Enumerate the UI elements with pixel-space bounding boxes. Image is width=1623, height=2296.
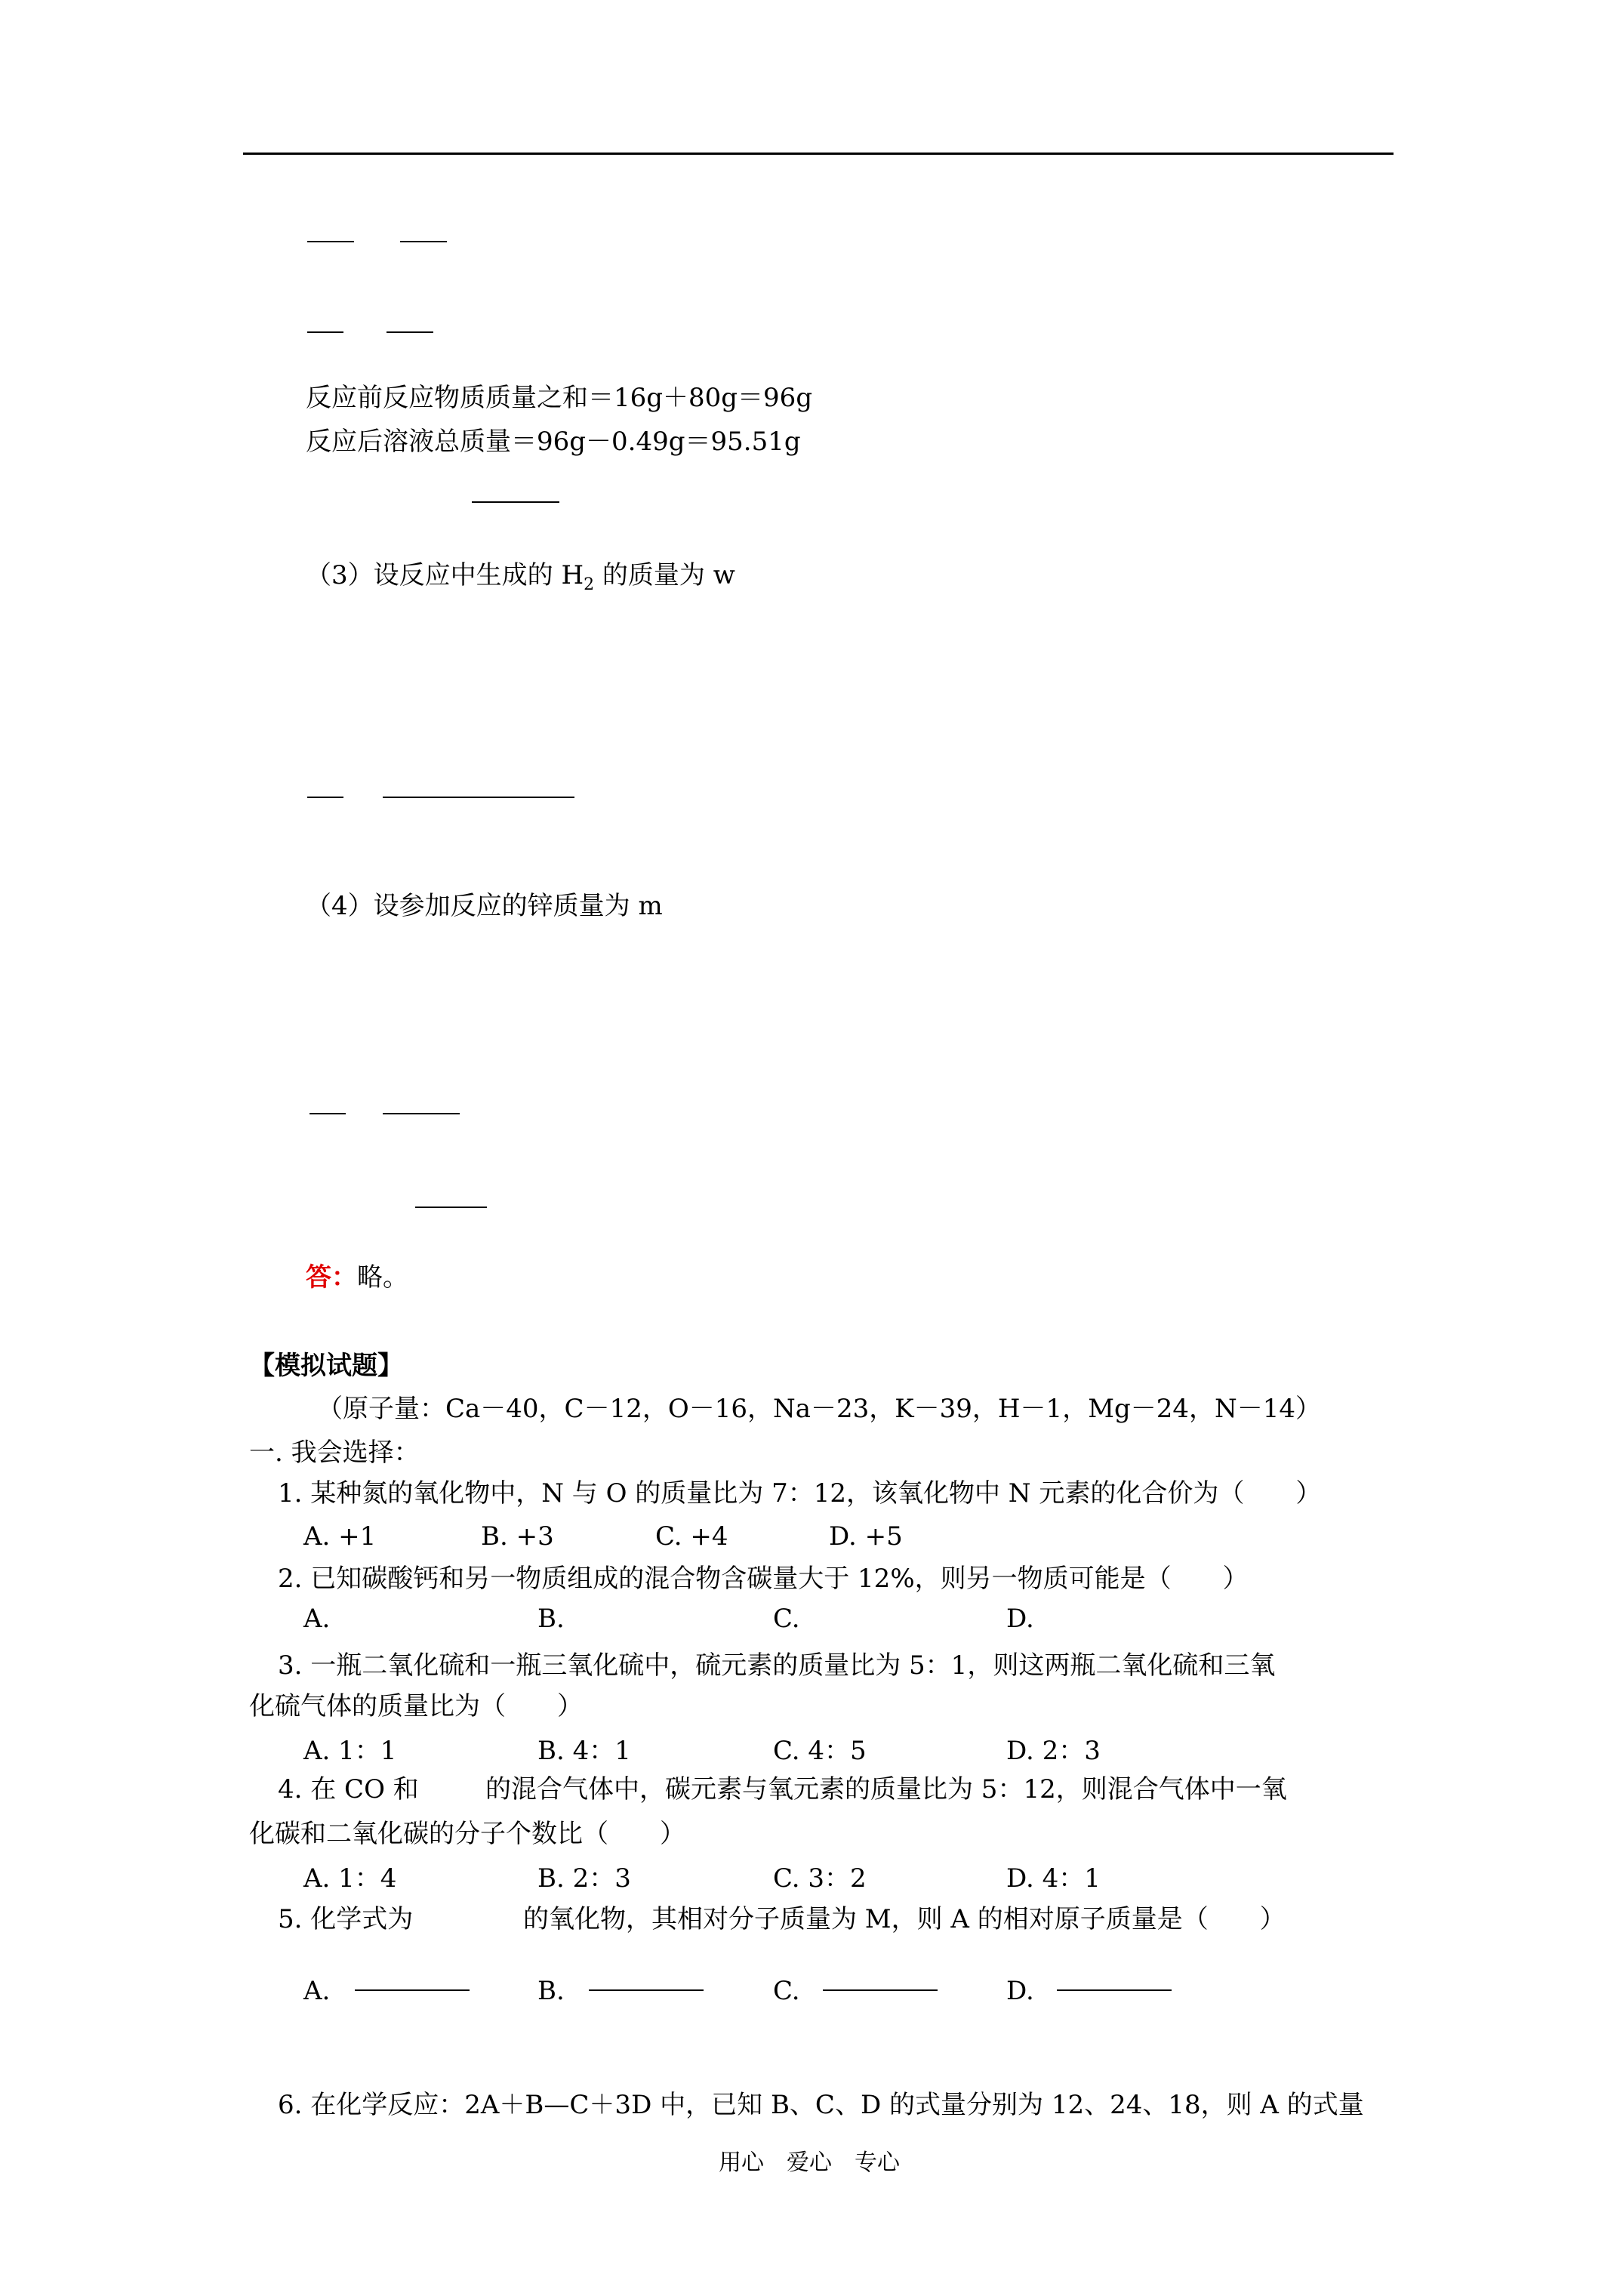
question-3-option-a: A. 1：1 [303, 1736, 397, 1766]
question-2-option-d: D. [1006, 1604, 1034, 1634]
question-1-option-c: C. +4 [655, 1521, 728, 1552]
part-heading: 一. 我会选择： [249, 1438, 420, 1468]
fraction-bar [823, 1989, 938, 1991]
question-5-option-a: A. [303, 1976, 331, 2006]
question-2-stem: 2. 已知碳酸钙和另一物质组成的混合物含碳量大于 12%，则另一物质可能是（ ） [278, 1564, 1249, 1594]
question-2-option-a: A. [303, 1604, 331, 1634]
question-4-option-a: A. 1：4 [303, 1863, 397, 1894]
fraction-bar [400, 241, 447, 242]
fraction-bar [415, 1207, 487, 1208]
fraction-bar [307, 241, 354, 242]
question-3-stem-line-1: 3. 一瓶二氧化硫和一瓶三氧化硫中，硫元素的质量比为 5：1，则这两瓶二氧化硫和三氧 [278, 1650, 1276, 1681]
question-1-option-d: D. +5 [829, 1521, 903, 1552]
question-5-option-d: D. [1006, 1976, 1034, 2006]
calc-part-3: （3）设反应中生成的 $H_2$ 的质量为 w [306, 560, 735, 594]
question-3-option-c: C. 4：5 [773, 1736, 867, 1766]
fraction-bar [307, 797, 343, 798]
fraction-bar [355, 1989, 470, 1991]
question-1-stem: 1. 某种氮的氧化物中，N 与 O 的质量比为 7：12，该氧化物中 N 元素的化合价为（ ） [278, 1478, 1322, 1509]
question-4-stem-line-1a: 4. 在 CO 和 [278, 1774, 419, 1804]
fraction-bar [383, 797, 574, 798]
question-3-option-b: B. 4：1 [537, 1736, 631, 1766]
question-2-option-b: B. [537, 1604, 565, 1634]
question-4-option-d: D. 4：1 [1006, 1863, 1101, 1894]
question-6-stem: 6. 在化学反应：2A＋B—C＋3D 中，已知 B、C、D 的式量分别为 12、24、18，则 A 的式量 [278, 2090, 1364, 2120]
question-3-option-d: D. 2：3 [1006, 1736, 1101, 1766]
calc-line-solution-mass: 反应后溶液总质量＝96g－0.49g＝95.51g [306, 427, 801, 457]
fraction-bar [387, 331, 433, 333]
fraction-bar [1057, 1989, 1172, 1991]
fraction-bar [472, 501, 559, 503]
question-4-stem-line-2: 化碳和二氧化碳的分子个数比（ ） [249, 1819, 685, 1849]
question-1-option-a: A. +1 [303, 1521, 377, 1552]
question-1-option-b: B. +3 [481, 1521, 554, 1552]
question-5-option-b: B. [537, 1976, 565, 2006]
fraction-bar [307, 331, 343, 333]
question-2-option-c: C. [773, 1604, 800, 1634]
answer-label: 答： [306, 1262, 357, 1293]
fraction-bar [589, 1989, 704, 1991]
page-footer: 用心 爱心 专心 [719, 2150, 900, 2176]
answer-line: 答：略。 [306, 1262, 408, 1293]
question-3-stem-line-2: 化硫气体的质量比为（ ） [249, 1691, 583, 1721]
question-4-option-c: C. 3：2 [773, 1863, 867, 1894]
fraction-bar [383, 1113, 460, 1114]
question-5-stem-b: 的氧化物，其相对分子质量为 M，则 A 的相对原子质量是（ ） [523, 1904, 1286, 1934]
question-5-option-c: C. [773, 1976, 800, 2006]
calc-line-reactant-mass: 反应前反应物质质量之和＝16g＋80g＝96g [306, 383, 813, 413]
question-4-stem-line-1b: 的混合气体中，碳元素与氧元素的质量比为 5：12，则混合气体中一氧 [485, 1774, 1287, 1804]
fraction-bar [310, 1113, 346, 1114]
section-title: 【模拟试题】 [249, 1351, 403, 1381]
atomic-masses: （原子量：Ca－40，C－12，O－16，Na－23，K－39，H－1，Mg－24，N－14） [317, 1394, 1322, 1424]
question-4-option-b: B. 2：3 [537, 1863, 631, 1894]
calc-part-4: （4）设参加反应的锌质量为 m [306, 891, 663, 921]
header-rule [243, 153, 1394, 155]
question-5-stem-a: 5. 化学式为 [278, 1904, 414, 1934]
